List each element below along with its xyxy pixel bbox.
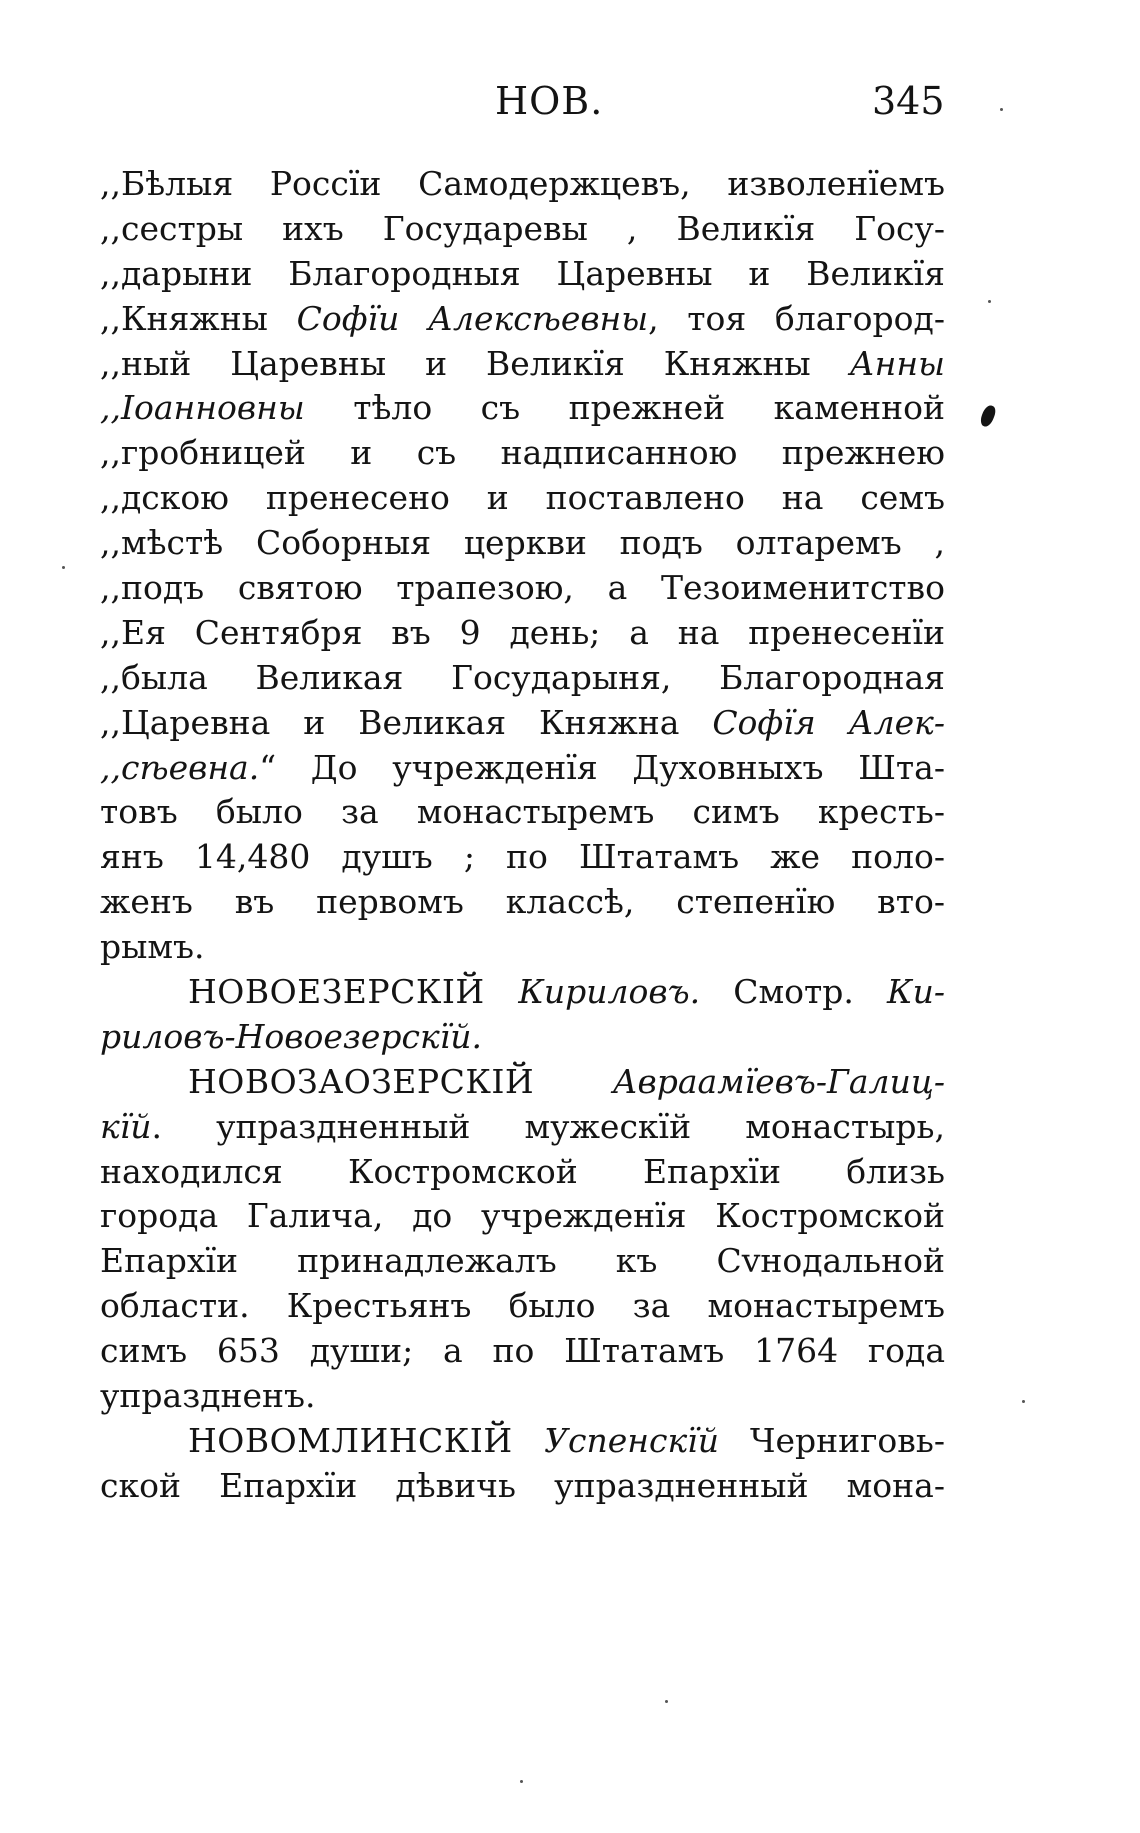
text-line: ,,ный Царевны и Великїя Княжны Анны	[100, 343, 945, 383]
body-text	[100, 162, 945, 1509]
text-line: рымъ.	[100, 927, 205, 967]
text-line: симъ 653 души; а по Штатамъ 1764 года	[100, 1331, 945, 1371]
text-line: ,,была Великая Государыня, Благородная	[100, 657, 945, 697]
text-line: города Галича, до учрежденїя Костромской	[100, 1196, 945, 1236]
entry-heading-line: НОВОМЛИНСКІЙ Успенскїй Черниговь-	[188, 1420, 945, 1460]
text-line: ,,Бѣлыя Россїи Самодержцевъ, изволенїемъ	[100, 164, 945, 203]
paper-speck	[1022, 1400, 1025, 1403]
entry-headword: НОВОЗАОЗЕРСКІЙ	[188, 1061, 613, 1101]
ink-blot	[979, 404, 998, 429]
text-line: ,,гробницей и съ надписанною прежнею	[100, 433, 945, 473]
entry-heading-line: НОВОЗАОЗЕРСКІЙ Авраамїевъ-Галиц-	[188, 1061, 945, 1101]
page-number: 345	[872, 79, 945, 123]
text-line: кїй. упраздненный мужескїй монастырь,	[100, 1106, 945, 1146]
text-line: риловъ-Новоезерскїй.	[100, 1016, 482, 1056]
text-line: янъ 14,480 душъ ; по Штатамъ же поло-	[100, 837, 945, 877]
text-line: находился Костромской Епархїи близь	[100, 1151, 945, 1191]
paper-speck	[520, 1780, 523, 1783]
text-line: женъ въ первомъ классѣ, степенїю вто-	[100, 882, 945, 922]
paper-speck	[988, 300, 991, 303]
text-line: ,,Княжны Софїи Алексѣевны, тоя благород-	[100, 298, 945, 338]
text-line: ,,мѣстѣ Соборныя церкви подъ олтаремъ ,	[100, 523, 945, 563]
paper-speck	[62, 566, 65, 569]
text-line: ,,сестры ихъ Государевы , Великїя Госу-	[100, 208, 945, 248]
entry-headword: НОВОМЛИНСКІЙ	[188, 1420, 545, 1460]
text-line: ской Епархїи дѣвичь упраздненный мона-	[100, 1465, 945, 1505]
running-head	[0, 76, 1140, 126]
text-line: товъ было за монастыремъ симъ кресть-	[100, 792, 945, 832]
text-line: ,,подъ святою трапезою, а Тезоименитство	[100, 568, 945, 608]
text-line: области. Крестьянъ было за монастыремъ	[100, 1286, 945, 1326]
text-line: ,,дскою пренесено и поставлено на семъ	[100, 478, 945, 518]
text-line: ,,дарыни Благородныя Царевны и Великїя	[100, 253, 945, 293]
entry-heading-line: НОВОЕЗЕРСКІЙ Кириловъ. Смотр. Ки-	[188, 972, 945, 1012]
paper-speck	[1000, 108, 1003, 111]
paper-speck	[665, 1700, 668, 1703]
text-line: Епархїи принадлежалъ къ Сvнодальной	[100, 1241, 945, 1281]
text-line: ,,Іоанновны тѣло съ прежней каменной	[100, 388, 945, 428]
text-line: упраздненъ.	[100, 1376, 316, 1416]
entry-headword: НОВОЕЗЕРСКІЙ	[188, 972, 519, 1012]
text-line: ,,Ея Сентября въ 9 день; а на пренесенїи	[100, 612, 945, 652]
running-title: НОВ.	[495, 79, 604, 123]
text-line: ,,Царевна и Великая Княжна Софїя Алек-	[100, 702, 945, 742]
text-line: ,,сѣевна.“ До учрежденїя Духовныхъ Шта-	[100, 747, 945, 787]
